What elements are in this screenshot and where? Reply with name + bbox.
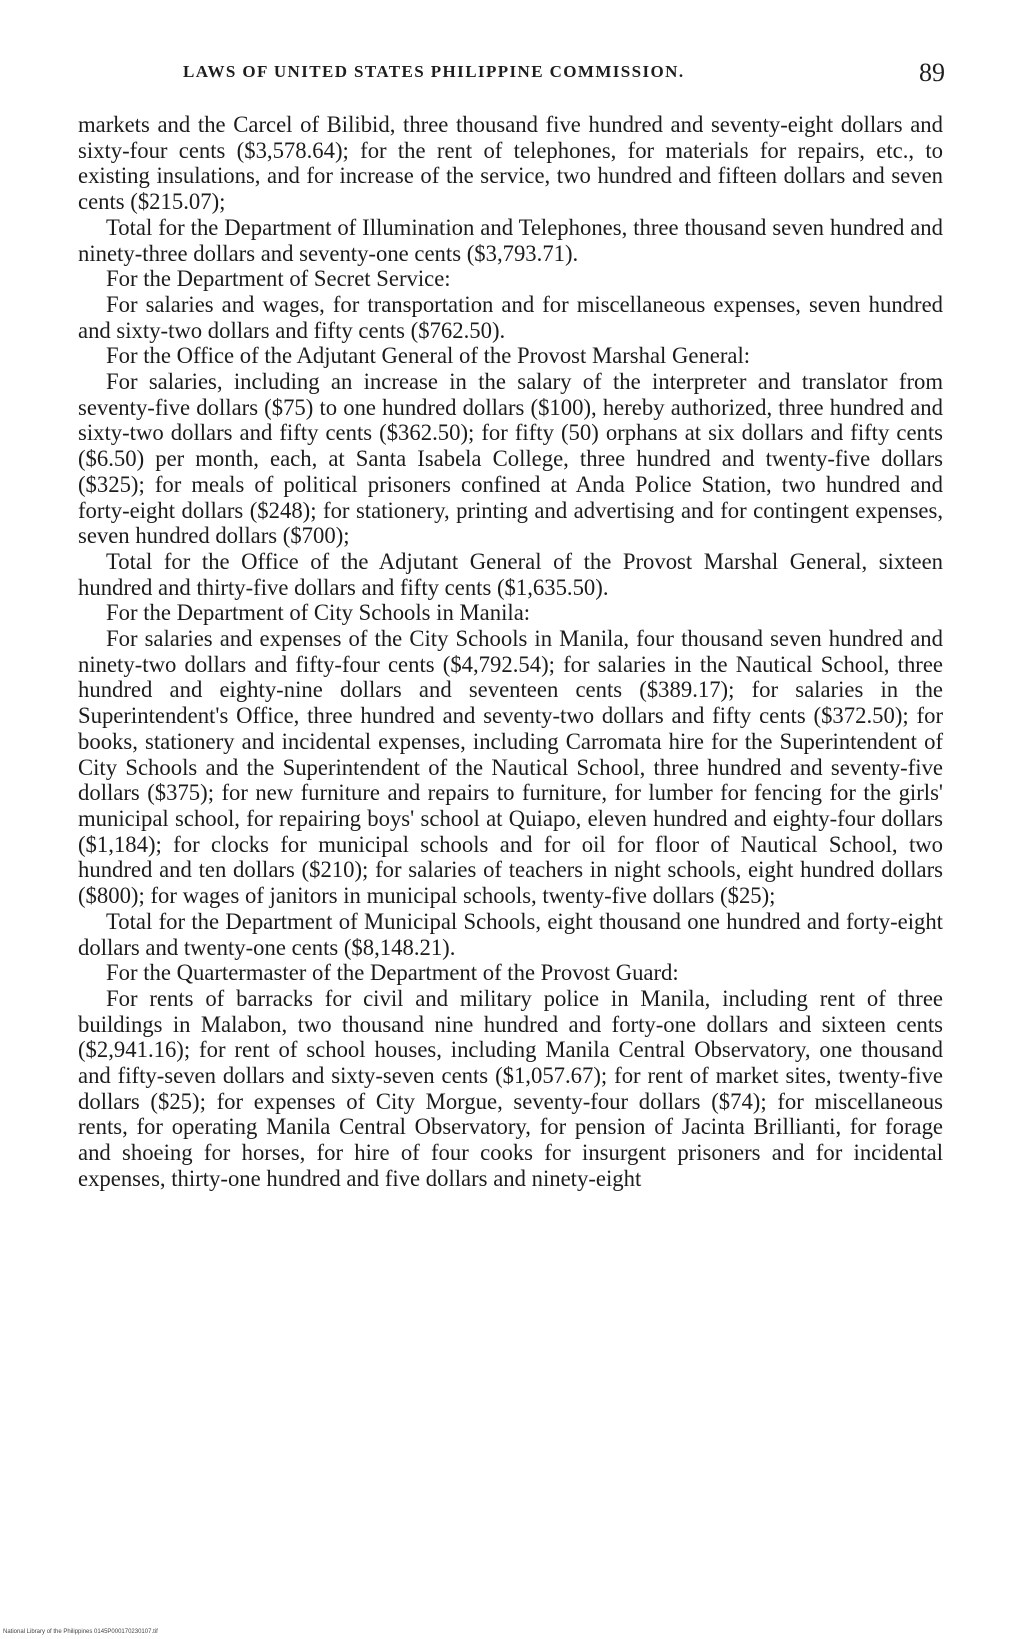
section-heading: For the Office of the Adjutant General of the Provost Marshal General: xyxy=(106,343,751,369)
body-text xyxy=(78,112,943,1192)
scan-credit: National Library of the Philippines 0145P000170230107.tif xyxy=(3,1629,158,1635)
paragraph: Total for the Department of Municipal Schools, eight thousand one hundred and forty-eight dollars and twenty-one cents ($8,148.21). xyxy=(78,908,943,960)
section-heading: For the Department of Secret Service: xyxy=(106,266,451,292)
page-number: 89 xyxy=(919,58,945,87)
running-header xyxy=(175,58,945,92)
paragraph: For rents of barracks for civil and military police in Manila, including rent of three buildings in Malabon, two thousand nine hundred and forty-one dollars and sixteen cents ($2,941.16); for rent of school houses, including Manila Central Observatory, one thousand and fifty-seven dollars and sixty-seven cents ($1,057.67); for rent of market sites, twenty-five dollars ($25); for expenses of City Morgue, seventy-four dollars ($74); for miscellaneous rents, for operating Manila Central Observatory, for pension of Jacinta Brillianti, for forage and shoeing for horses, for hire of four cooks for insurgent prisoners and for incidental expenses, thirty-one hundred and five dollars and ninety-eight xyxy=(78,985,943,1191)
paragraph: Total for the Department of Illumination and Telephones, three thousand seven hundred and ninety-three dollars and seventy-one cents ($3,793.71). xyxy=(78,214,943,266)
paragraph: For salaries and expenses of the City Schools in Manila, four thousand seven hundred and ninety-two dollars and fifty-four cents ($4,792.54); for salaries in the Nautical School, three hundred and eighty-nine dollars and seventeen cents ($389.17); for salaries in the Superintendent's Office, three hundred and seventy-two dollars and fifty cents ($372.50); for books, stationery and incidental expenses, including Carromata hire for the Superintendent of City Schools and the Superintendent of the Nautical School, three hundred and seventy-five dollars ($375); for new furniture and repairs to furniture, for lumber for fencing for the girls' municipal school, for repairing boys' school at Quiapo, eleven hundred and eighty-four dollars ($1,184); for clocks for municipal schools and for oil for floor of Nautical School, two hundred and ten dollars ($210); for salaries of teachers in night schools, eight hundred dollars ($800); for wages of janitors in municipal schools, twenty-five dollars ($25); xyxy=(78,626,943,909)
paragraph: Total for the Office of the Adjutant General of the Provost Marshal General, sixteen hundred and thirty-five dollars and fifty cents ($1,635.50). xyxy=(78,548,943,600)
header-title: LAWS OF UNITED STATES PHILIPPINE COMMISSION. xyxy=(183,62,685,81)
section-heading: For the Quartermaster of the Department of the Provost Guard: xyxy=(106,960,679,986)
paragraph: markets and the Carcel of Bilibid, three thousand five hundred and seventy-eight dollars and sixty-four cents ($3,578.64); for the rent of telephones, for materials for repairs, etc., to existing insulations, and for increase of the service, two hundred and fifteen dollars and seven cents ($215.07); xyxy=(78,112,943,215)
paragraph: For salaries, including an increase in the salary of the interpreter and translator from seventy-five dollars ($75) to one hundred dollars ($100), hereby authorized, three hundred and sixty-two dollars and fifty cents ($362.50); for fifty (50) orphans at six dollars and fifty cents ($6.50) per month, each, at Santa Isabela College, three hundred and twenty-five dollars ($325); for meals of political prisoners confined at Anda Police Station, two hundred and forty-eight dollars ($248); for stationery, printing and advertising and for contingent expenses, seven hundred dollars ($700); xyxy=(78,369,943,549)
paragraph: For salaries and wages, for transportation and for miscellaneous expenses, seven hundred and sixty-two dollars and fifty cents ($762.50). xyxy=(78,291,943,343)
section-heading: For the Department of City Schools in Manila: xyxy=(106,600,531,626)
